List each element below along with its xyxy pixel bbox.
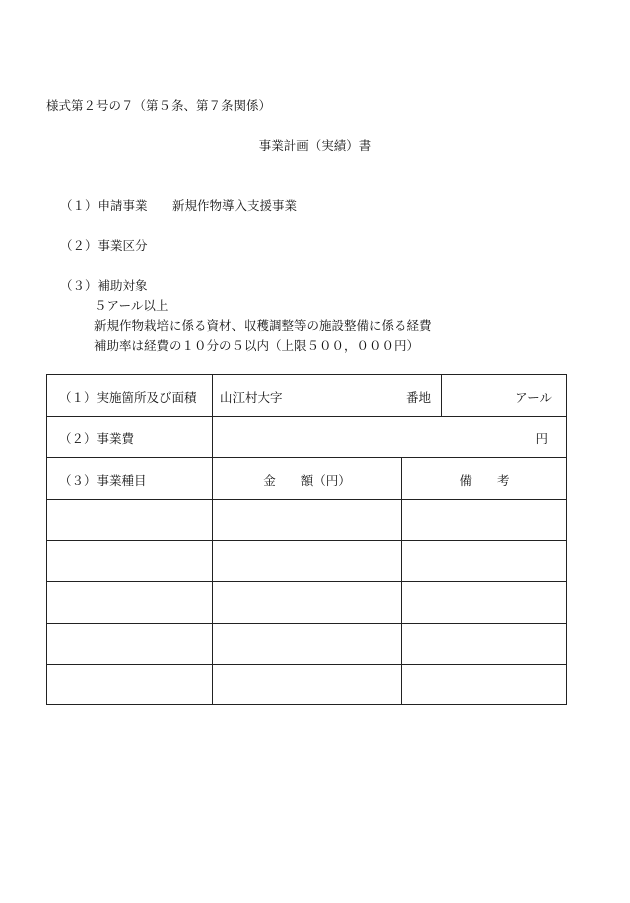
plan-table xyxy=(46,374,567,705)
target-line-expenses: 新規作物栽培に係る資材、収穫調整等の施設整備に係る経費 xyxy=(94,318,432,333)
target-line-area: ５アール以上 xyxy=(94,298,169,313)
column-divider xyxy=(401,457,402,704)
target-label: （３）補助対象 xyxy=(60,278,148,293)
cost-unit: 円 xyxy=(535,431,548,446)
amount-header: 金 額（円） xyxy=(263,473,351,488)
row-divider xyxy=(47,623,566,624)
column-divider xyxy=(212,375,213,704)
row-divider xyxy=(47,457,566,458)
application-value: 新規作物導入支援事業 xyxy=(172,198,298,213)
application-label: （１）申請事業 xyxy=(60,198,148,213)
form-number: 様式第２号の７（第５条、第７条関係） xyxy=(46,98,272,113)
document-title: 事業計画（実績）書 xyxy=(258,138,372,153)
row-divider xyxy=(47,664,566,665)
area-unit: アール xyxy=(515,390,552,405)
location-prefix: 山江村大字 xyxy=(220,390,283,405)
column-divider xyxy=(441,375,442,416)
cost-label: （２）事業費 xyxy=(59,431,135,446)
category-label: （２）事業区分 xyxy=(60,238,148,253)
kind-header: （３）事業種目 xyxy=(59,473,147,488)
row-divider xyxy=(47,540,566,541)
banchi-label: 番地 xyxy=(406,390,432,405)
row-divider xyxy=(47,416,566,417)
location-label: （１）実施箇所及び面積 xyxy=(59,390,197,405)
target-line-rate: 補助率は経費の１０分の５以内（上限５００，０００円） xyxy=(94,338,420,353)
row-divider xyxy=(47,499,566,500)
remarks-header: 備 考 xyxy=(459,473,510,488)
row-divider xyxy=(47,581,566,582)
